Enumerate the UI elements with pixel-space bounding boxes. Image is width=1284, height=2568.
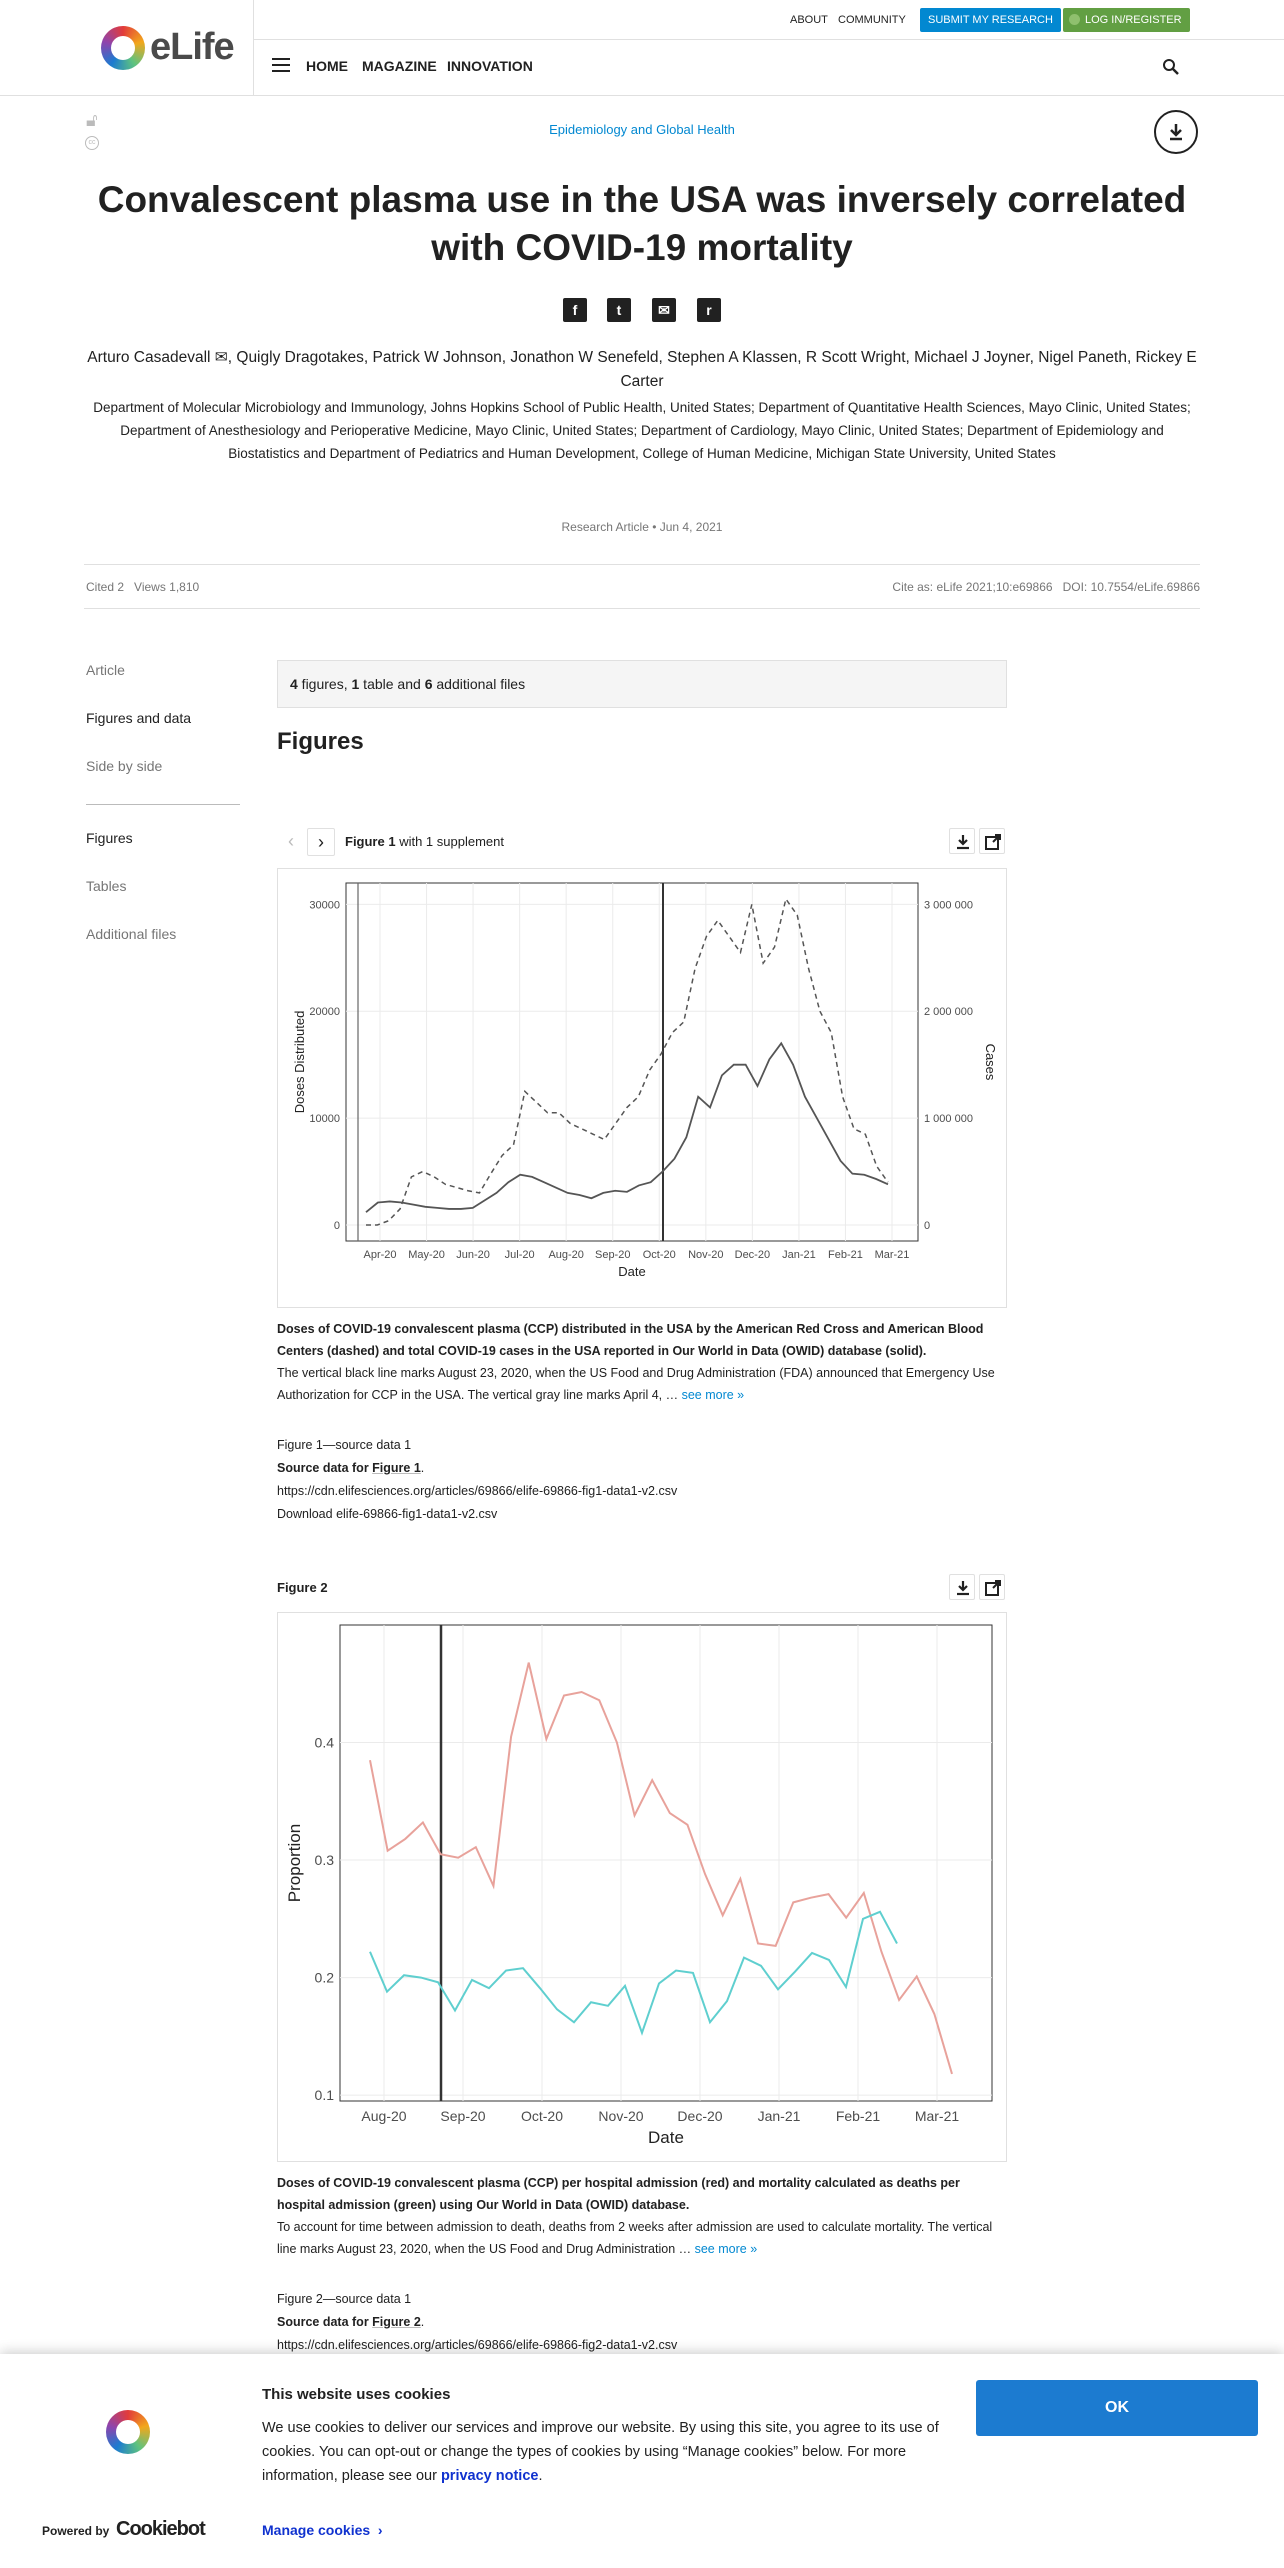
source-for-text: Source data for (277, 1461, 373, 1475)
cookie-body: We use cookies to deliver our services and improve our website. By using this site, you agree to its use of cookies. You can opt-out or change the types of cookies by using “Manage cookies” below. For more information, please see our (262, 2420, 939, 2484)
figure2-svg (278, 1613, 1006, 2161)
source-url[interactable]: https://cdn.elifesciences.org/articles/69866/elife-69866-fig2-data1-v2.csv (277, 2338, 678, 2352)
nav-innovation[interactable]: INNOVATION (447, 58, 533, 74)
nav-about[interactable]: ABOUT (790, 14, 828, 26)
open-access-icon: 🔓︎ (86, 110, 98, 130)
figure2-caption-title: Doses of COVID-19 convalescent plasma (CCP) per hospital admission (red) and mortality calculated as deaths per hospital admission (green) using Our World in Data (OWID) database. (277, 2176, 960, 2212)
y-tick-label: 30000 (309, 899, 340, 912)
figure-download-icon[interactable] (949, 1574, 975, 1600)
author-list[interactable]: Arturo Casadevall ✉, Quigly Dragotakes, Patrick W Johnson, Jonathon W Senefeld, Stephen A Klassen, R Scott Wright, Michael J Joyner, Nigel Paneth, Rickey E Carter (87, 349, 1197, 390)
x-tick-label: Oct-20 (642, 1249, 676, 1261)
figure1-header (277, 828, 1007, 856)
figure2-number: Figure 2 (277, 1580, 328, 1595)
figure-open-icon[interactable] (979, 828, 1005, 854)
x-tick-label: Jan-21 (757, 2108, 801, 2124)
x-tick-label: Jul-20 (504, 1249, 535, 1261)
doi[interactable]: DOI: 10.7554/eLife.69866 (1062, 580, 1200, 594)
figure2-caption (277, 2172, 1007, 2260)
x-tick-label: Sep-20 (594, 1249, 631, 1261)
y-right-axis-title: Cases (983, 1043, 998, 1081)
source-download[interactable]: Download elife-69866-fig1-data1-v2.csv (277, 1507, 498, 1521)
figures-heading: Figures (277, 728, 364, 755)
reddit-icon[interactable]: r (697, 298, 721, 322)
summary-text: figures, (297, 676, 352, 692)
facebook-icon[interactable]: f (563, 298, 587, 322)
sidebar-divider (86, 804, 240, 805)
divider (84, 564, 1200, 565)
x-tick-label: Sep-20 (440, 2108, 486, 2124)
nav-magazine[interactable]: MAGAZINE (362, 58, 437, 74)
figure1-caption-title: Doses of COVID-19 convalescent plasma (CCP) distributed in the USA by the American Red Cross and American Blood Centers (dashed) and total COVID-19 cases in the USA reported in Our World in Data (OWID) database (solid). (277, 1322, 984, 1358)
figure1-link[interactable]: Figure 1 (372, 1461, 421, 1475)
email-icon[interactable]: ✉ (652, 298, 676, 322)
x-tick-label: Jun-20 (456, 1249, 490, 1261)
sidebar-item-article[interactable]: Article (86, 662, 125, 678)
article-type-date: Research Article • Jun 4, 2021 (561, 520, 723, 534)
utility-nav (254, 0, 1284, 40)
next-figure-icon[interactable]: › (307, 828, 335, 856)
x-axis-title: Date (648, 2128, 684, 2147)
logo-text: eLife (150, 26, 234, 68)
x-tick-label: May-20 (408, 1249, 445, 1261)
y-right-tick-label: 0 (924, 1219, 931, 1232)
y-right-tick-label: 2 000 000 (924, 1006, 973, 1019)
main-nav (254, 40, 1284, 96)
cited-count[interactable]: Cited 2 (86, 580, 125, 594)
see-more-link[interactable]: see more » (681, 1388, 745, 1402)
y-axis-title: Proportion (285, 1823, 304, 1903)
cookie-ok-button[interactable]: OK (976, 2380, 1258, 2436)
figure1-caption-body: The vertical black line marks August 23, 2020, when the US Food and Drug Administration (FDA) announced that Emergency Use Authorization for CCP in the USA. The vertical gray line marks April 4, … (277, 1366, 995, 1402)
x-tick-label: Feb-21 (828, 1249, 863, 1261)
cookie-title: This website uses cookies (262, 2386, 451, 2403)
search-icon[interactable] (1162, 58, 1180, 76)
affiliations: Department of Molecular Microbiology and Immunology, Johns Hopkins School of Public Health, United States; Department of Quantitative Health Sciences, Mayo Clinic, United States; Department of Anesthesiology and Perioperative Medicine, Mayo Clinic, United States; Department of Cardiology, Mayo Clinic, United States; Department of Epidemiology and Biostatistics and Department of Pediatrics and Human Development, College of Human Medicine, Michigan State University, United States (93, 400, 1191, 461)
figure-open-icon[interactable] (979, 1574, 1005, 1600)
figure1-number: Figure 1 (345, 834, 396, 849)
twitter-icon[interactable]: t (607, 298, 631, 322)
subject-link[interactable]: Epidemiology and Global Health (549, 122, 735, 137)
divider (84, 608, 1200, 609)
menu-icon[interactable] (272, 58, 290, 72)
source-for-text: Source data for (277, 2315, 373, 2329)
plot-area (346, 883, 918, 1241)
powered-by: Powered by (42, 2524, 110, 2538)
figure1-supplement[interactable]: with 1 supplement (395, 834, 504, 849)
x-axis-title: Date (618, 1264, 646, 1279)
figure1-svg (278, 869, 1006, 1307)
sidebar-item-figures-and-data[interactable]: Figures and data (86, 710, 192, 726)
y-tick-label: 10000 (309, 1113, 340, 1126)
figure1-caption (277, 1318, 1007, 1406)
x-tick-label: Mar-21 (874, 1249, 910, 1261)
y-tick-label: 0 (333, 1219, 340, 1232)
manage-cookies-link[interactable]: Manage cookies › (262, 2522, 383, 2538)
x-tick-label: Mar-21 (914, 2108, 960, 2124)
x-tick-label: Feb-21 (835, 2108, 881, 2124)
manage-cookies-label: Manage cookies (262, 2522, 371, 2538)
y-tick-label: 0.4 (314, 1734, 334, 1751)
figure1-label (345, 834, 504, 849)
creative-commons-icon: cc (85, 136, 99, 150)
login-button[interactable]: LOG IN/REGISTER (1063, 8, 1190, 32)
x-tick-label: Oct-20 (520, 2108, 564, 2124)
submit-research-button[interactable]: SUBMIT MY RESEARCH (920, 8, 1061, 32)
nav-community[interactable]: COMMUNITY (838, 14, 906, 26)
source-url[interactable]: https://cdn.elifesciences.org/articles/69866/elife-69866-fig1-data1-v2.csv (277, 1484, 678, 1498)
sidebar-item-side-by-side[interactable]: Side by side (86, 758, 163, 774)
x-tick-label: Aug-20 (361, 2108, 407, 2124)
x-tick-label: Nov-20 (688, 1249, 724, 1261)
sidebar-item-additional-files[interactable]: Additional files (86, 926, 177, 942)
x-tick-label: Jan-21 (782, 1249, 816, 1261)
citation (892, 580, 1200, 594)
source-for: Source data for Figure 2. (277, 2315, 425, 2329)
views-count[interactable]: Views 1,810 (134, 580, 200, 594)
cookiebot-logo[interactable]: Cookiebot (116, 2518, 205, 2540)
y-tick-label: 0.2 (314, 1969, 334, 1986)
figure2-caption-body: To account for time between admission to death, deaths from 2 weeks after admission are used to calculate mortality. The vertical line marks August 23, 2020, when the US Food and Drug Administration … (277, 2220, 993, 2256)
figure2-header (277, 1574, 1007, 1602)
source-for: Source data for Figure 1. (277, 1461, 425, 1475)
source-title: Figure 2—source data 1 (277, 2292, 412, 2306)
cite-as[interactable]: Cite as: eLife 2021;10:e69866 (892, 580, 1053, 594)
elife-logo-icon (106, 2410, 150, 2454)
x-tick-label: Dec-20 (734, 1249, 771, 1261)
cookie-banner (0, 2354, 1284, 2568)
x-tick-label: Apr-20 (363, 1249, 397, 1261)
files-count: 6 (424, 676, 433, 692)
figure-download-icon[interactable] (949, 828, 975, 854)
download-icon[interactable] (1154, 110, 1198, 154)
cookie-text: We use cookies to deliver our services and improve our website. By using this site, you agree to its use of cookies. You can opt-out or change the types of cookies by using “Manage cookies” below. For more information, please see our privacy notice. (262, 2420, 939, 2484)
figure1-chart[interactable] (277, 868, 1007, 1308)
x-tick-label: Dec-20 (677, 2108, 723, 2124)
figure2-chart[interactable] (277, 1612, 1007, 2162)
elife-logo-icon (101, 26, 145, 70)
plot-area (340, 1625, 992, 2101)
x-tick-label: Aug-20 (548, 1249, 584, 1261)
sidebar-item-tables[interactable]: Tables (86, 878, 127, 894)
y-right-tick-label: 1 000 000 (924, 1113, 973, 1126)
site-header (0, 0, 1284, 96)
summary-text: table and (359, 676, 425, 692)
article-title: Convalescent plasma use in the USA was inversely correlated with COVID-19 mortality (97, 179, 1187, 268)
y-tick-label: 20000 (309, 1006, 340, 1019)
y-tick-label: 0.1 (314, 2087, 334, 2104)
y-tick-label: 0.3 (314, 1852, 334, 1869)
y-axis-title: Doses Distributed (292, 1010, 307, 1114)
source-title: Figure 1—source data 1 (277, 1438, 412, 1452)
sidebar-item-figures[interactable]: Figures (86, 830, 133, 846)
y-right-tick-label: 3 000 000 (924, 899, 973, 912)
tables-count: 1 (351, 676, 360, 692)
privacy-notice-link[interactable]: privacy notice (440, 2468, 539, 2484)
figure1-source-data (277, 1434, 677, 1526)
previous-figure-icon[interactable]: ‹ (288, 831, 294, 851)
figure2-label (277, 1580, 328, 1595)
content-summary (277, 660, 1007, 708)
article-stats (86, 580, 199, 594)
figure2-source-data (277, 2288, 677, 2357)
x-tick-label: Nov-20 (598, 2108, 644, 2124)
logo-link[interactable] (0, 0, 254, 96)
see-more-link[interactable]: see more » (694, 2242, 758, 2256)
figure2-link[interactable]: Figure 2 (372, 2315, 421, 2329)
nav-home[interactable]: HOME (306, 58, 348, 74)
summary-text: additional files (432, 676, 526, 692)
figures-count: 4 (290, 676, 298, 692)
